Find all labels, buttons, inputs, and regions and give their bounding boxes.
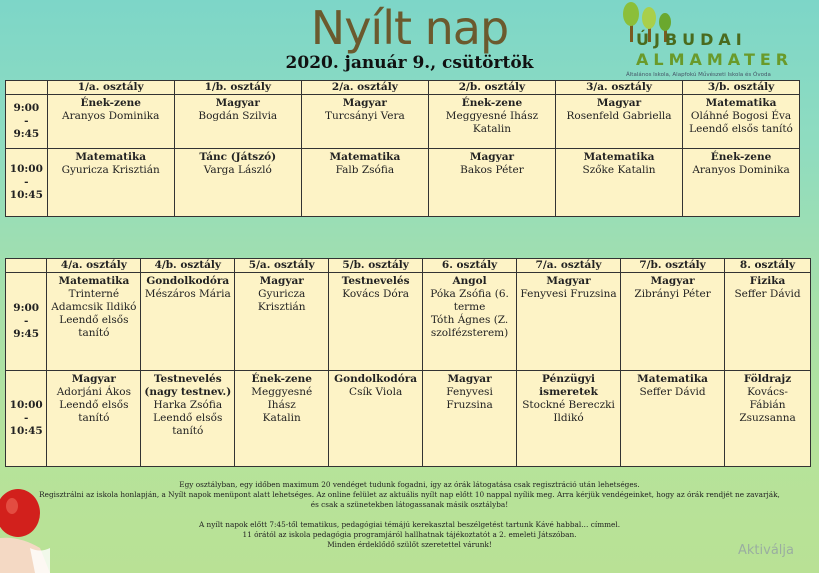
time-line: - xyxy=(24,315,29,327)
subject-label: Tánc (Játszó) xyxy=(199,151,277,163)
teacher-line: Csík Viola xyxy=(349,386,403,398)
lesson-cell xyxy=(725,273,811,371)
lesson-cell xyxy=(301,149,428,217)
time-cell xyxy=(6,149,48,217)
note-line: és csak a szünetekben látogassanak másik osztályba! xyxy=(310,500,509,509)
teacher-line: Zsuzsanna xyxy=(739,412,796,424)
teacher-line: Stockné Bereczki xyxy=(522,399,615,411)
time-line: - xyxy=(24,176,29,188)
teacher-line: Leendő elsős xyxy=(59,399,129,411)
teacher-line: Tóth Ágnes (Z. xyxy=(430,314,509,326)
time-cell xyxy=(6,95,48,149)
lesson-cell xyxy=(235,273,329,371)
teacher-line: Rosenfeld Gabriella xyxy=(566,110,672,122)
subject-label: Magyar xyxy=(342,97,387,109)
time-line: 10:45 xyxy=(9,425,43,437)
subject-label: Földrajz xyxy=(743,373,792,385)
subject-label: Magyar xyxy=(447,373,492,385)
subject-label: Angol xyxy=(452,275,487,287)
lesson-cell xyxy=(683,95,800,149)
teacher-line: Kovács Dóra xyxy=(342,288,409,300)
lesson-cell xyxy=(47,149,174,217)
schedule-row xyxy=(6,149,800,217)
subject-label: Matematika xyxy=(705,97,777,109)
note-line: 11 órától az iskola pedagógia programjáról hallhatnak tájékoztatót a 2. emeleti Játszóban. xyxy=(242,530,577,539)
lesson-cell xyxy=(329,371,423,467)
subject-label: Matematika xyxy=(58,275,130,287)
column-header: 2/a. osztály xyxy=(301,81,428,95)
teacher-line: Ildikó xyxy=(553,412,584,424)
lesson-cell xyxy=(47,371,141,467)
subject-label: Testnevelés xyxy=(341,275,410,287)
teacher-line: Krisztián xyxy=(257,301,306,313)
column-header: 7/b. osztály xyxy=(621,259,725,273)
time-line: 9:45 xyxy=(13,328,40,340)
lesson-cell xyxy=(141,371,235,467)
lesson-cell xyxy=(423,371,517,467)
notes-block xyxy=(0,480,819,550)
teacher-line: tanító xyxy=(78,327,110,339)
logo-subtitle: Általános Iskola, Alapfokú Művészeti Iskola és Óvoda xyxy=(626,72,771,78)
teacher-line: Bogdán Szilvia xyxy=(198,110,278,122)
page-title: Nyílt nap xyxy=(310,1,509,55)
teacher-line: Katalin xyxy=(262,412,301,424)
teacher-line: Harka Zsófia xyxy=(153,399,223,411)
teacher-line: Turcsányi Vera xyxy=(324,110,405,122)
teacher-line: Oláhné Bogosi Éva xyxy=(690,110,792,122)
time-line: 9:00 xyxy=(13,302,40,314)
subject-label: Matematika xyxy=(583,151,655,163)
subject-label: Magyar xyxy=(259,275,304,287)
schedule-row xyxy=(6,95,800,149)
note-line: Regisztrálni az iskola honlapján, a Nyílt napok menüpont alatt lehetséges. Az online felület az aktuális nyílt nap előtt 10 nappal nyílik meg. Arra kérjük vendégeinket, hogy az órák rendjét ne zavarják, xyxy=(39,490,780,499)
subject-label: Ének-zene xyxy=(710,151,772,163)
lesson-cell xyxy=(174,149,301,217)
teacher-line: Meggyesné Ihász xyxy=(445,110,539,122)
subject-label: Magyar xyxy=(650,275,695,287)
schedule-row xyxy=(6,371,811,467)
teacher-line: Fenyvesi xyxy=(446,386,493,398)
subject-label: Ének-zene xyxy=(80,97,141,109)
lesson-cell xyxy=(621,371,725,467)
teacher-line: Katalin xyxy=(472,123,511,135)
subject-label: Gondolkodóra xyxy=(334,373,418,385)
subject-label: Pénzügyi xyxy=(542,373,596,385)
subject-label: Matematika xyxy=(75,151,147,163)
subject-label: Magyar xyxy=(546,275,591,287)
column-header: 1/a. osztály xyxy=(47,81,174,95)
lesson-cell xyxy=(47,273,141,371)
note-line: A nyílt napok előtt 7:45-től tematikus, pedagógiai témájú kerekasztal beszélgetést tartunk Kávé habbal… címmel. xyxy=(198,520,621,529)
lesson-cell xyxy=(329,273,423,371)
time-line: - xyxy=(24,115,29,127)
teacher-line: Seffer Dávid xyxy=(734,288,801,300)
schedule-table-2 xyxy=(5,258,811,467)
lesson-cell xyxy=(235,371,329,467)
subject-label: Magyar xyxy=(215,97,260,109)
time-line: 9:00 xyxy=(13,102,40,114)
subject-label: Magyar xyxy=(596,97,642,109)
teacher-line: Zibrányi Péter xyxy=(634,288,711,300)
teacher-line: Kovács- xyxy=(747,386,788,398)
lesson-cell xyxy=(301,95,428,149)
note-line: Egy osztályban, egy időben maximum 20 vendéget tudunk fogadni, így az órák látogatása csak regisztráció után lehetséges. xyxy=(179,480,640,489)
subject-label: Fizika xyxy=(749,275,786,287)
corner-cell xyxy=(6,259,47,273)
activation-watermark: Aktiválja xyxy=(738,543,794,558)
lesson-cell xyxy=(621,273,725,371)
teacher-line: Mészáros Mária xyxy=(144,288,231,300)
subject-label: Ének-zene xyxy=(251,373,312,385)
column-header: 5/b. osztály xyxy=(329,259,423,273)
teacher-line: Adorjáni Ákos xyxy=(56,386,131,398)
subject-label-cont: (nagy testnev.) xyxy=(144,386,232,398)
teacher-line: Meggyesné Ihász xyxy=(251,386,313,411)
teacher-line: Bakos Péter xyxy=(460,164,524,176)
subject-label: Gondolkodóra xyxy=(146,275,230,287)
column-header: 3/b. osztály xyxy=(683,81,800,95)
column-header: 4/b. osztály xyxy=(141,259,235,273)
teacher-line: Fenyvesi Fruzsina xyxy=(520,288,617,300)
time-line: - xyxy=(24,412,29,424)
teacher-line: Falb Zsófia xyxy=(335,164,395,176)
teacher-line: Leendő elsős xyxy=(59,314,129,326)
event-date: 2020. január 9., csütörtök xyxy=(285,53,534,73)
lesson-cell xyxy=(517,371,621,467)
lesson-cell xyxy=(555,95,682,149)
teacher-line: tanító xyxy=(78,412,110,424)
lesson-cell xyxy=(428,149,555,217)
column-header: 8. osztály xyxy=(725,259,811,273)
school-logo xyxy=(616,2,816,82)
teacher-line: Aranyos Dominika xyxy=(692,164,790,176)
time-cell xyxy=(6,371,47,467)
column-header: 4/a. osztály xyxy=(47,259,141,273)
note-line: Minden érdeklődő szülőt szeretettel várunk! xyxy=(327,540,492,549)
teacher-line: Aranyos Dominika xyxy=(62,110,160,122)
teacher-line: terme xyxy=(453,301,486,313)
column-header: 1/b. osztály xyxy=(174,81,301,95)
lesson-cell xyxy=(555,149,682,217)
column-header: 5/a. osztály xyxy=(235,259,329,273)
teacher-line: Leendő elsős xyxy=(153,412,223,424)
lesson-cell xyxy=(141,273,235,371)
time-cell xyxy=(6,273,47,371)
teacher-line: Fruzsina xyxy=(446,399,493,411)
column-header: 2/b. osztály xyxy=(428,81,555,95)
teacher-line: Szőke Katalin xyxy=(582,164,656,176)
lesson-cell xyxy=(47,95,174,149)
teacher-line: Leendő elsős tanító xyxy=(689,123,793,135)
corner-cell xyxy=(6,81,48,95)
teacher-line: Fábián xyxy=(749,399,786,411)
logo-line2: ALMAMATER xyxy=(636,50,794,69)
subject-label: Matematika xyxy=(329,151,401,163)
subject-label: Magyar xyxy=(469,151,515,163)
subject-label: Testnevelés xyxy=(153,373,222,385)
lesson-cell xyxy=(683,149,800,217)
logo-line1: ÚJBUDAI xyxy=(636,30,747,49)
lesson-cell xyxy=(517,273,621,371)
column-header: 3/a. osztály xyxy=(555,81,682,95)
time-line: 10:45 xyxy=(9,189,43,201)
subject-label: Ének-zene xyxy=(461,97,523,109)
lesson-cell xyxy=(174,95,301,149)
teacher-line: Varga László xyxy=(203,164,272,176)
time-line: 10:00 xyxy=(9,163,43,175)
column-header: 6. osztály xyxy=(423,259,517,273)
time-line: 10:00 xyxy=(9,399,43,411)
note-line xyxy=(0,510,819,520)
lesson-cell xyxy=(423,273,517,371)
teacher-line: Gyuricza xyxy=(258,288,306,300)
schedule-table-1 xyxy=(5,80,800,217)
subject-label-cont: ismeretek xyxy=(539,386,598,398)
subject-label: Matematika xyxy=(637,373,708,385)
teacher-line: Seffer Dávid xyxy=(639,386,706,398)
time-line: 9:45 xyxy=(13,128,40,140)
lesson-cell xyxy=(428,95,555,149)
teacher-line: Póka Zsófia (6. xyxy=(430,288,509,300)
schedule-row xyxy=(6,273,811,371)
teacher-line: szolfézsterem) xyxy=(430,327,509,339)
teacher-line: Trinterné xyxy=(68,288,120,300)
teacher-line: Gyuricza Krisztián xyxy=(61,164,160,176)
lesson-cell xyxy=(725,371,811,467)
subject-label: Magyar xyxy=(71,373,116,385)
column-header: 7/a. osztály xyxy=(517,259,621,273)
teacher-line: Adamcsik Ildikó xyxy=(51,301,137,313)
teacher-line: tanító xyxy=(172,425,204,437)
